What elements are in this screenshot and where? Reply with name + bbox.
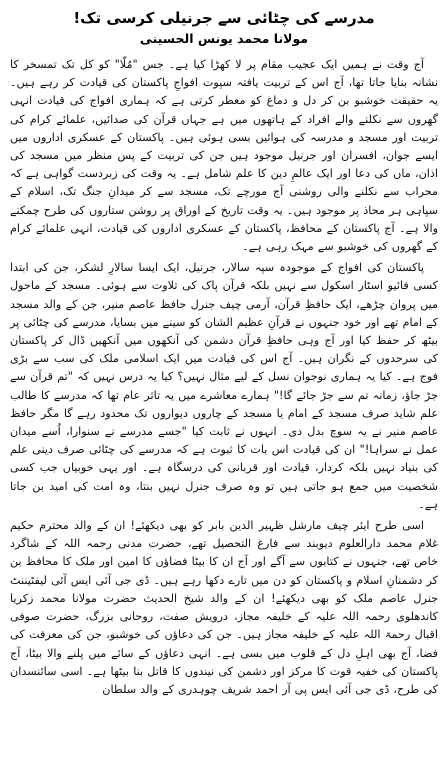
article-title: مدرسے کی چٹائی سے جرنیلی کرسی تک! — [73, 9, 375, 27]
article-paragraph: آج وقت نے ہمیں ایک عجیب مقام پر لا کھڑا کیا ہے۔ جس "مُلّا" کو کل تک تمسخر کا نشانہ بنایا جاتا تھا، آج اس کے تربیت یافتہ سپوت افواجِ پاکستان کی قیادت کر رہے ہیں۔ یہ حقیقت خوشبو بن کر دل و دماغ کو معطر کرتی ہے کہ ہماری افواج کی قیادت انہی گھروں سے نکلنے والے افراد کے ہاتھوں میں ہے جہاں قرآن کی صدائیں، علمائے کرام کی تربیت اور مسجد و مدرسہ کی ہوائیں بسی ہوئی ہیں۔ پاکستان کے عسکری اداروں میں ایسے جوان، افسران اور جرنیل موجود ہیں جن کی تربیت کے پس منظر میں مسجد کی اذان، ماں کی دعا اور ایک عالمِ دین کا علم شامل ہے۔ یہ وقت کی زبردست گواہی ہے کہ محراب سے نکلنے والی روشنی آج مورچے تک، مسجد سے کر میدانِ جنگ تک، اسلام کے سپاہی ہر محاذ پر موجود ہیں۔ یہ وقت تاریخ کے اوراق پر روشن ستاروں کی طرح چمکنے والا ہے۔ آج پاکستان کے محافظ، پاکستان کے عسکری اداروں کی قیادت، انہی علمائے کرام کے گھروں کی خوشبو سے مہک رہی ہے۔ — [10, 58, 438, 254]
article-paragraph: پاکستان کی افواج کے موجودہ سپہ سالار، جرنیل، ایک ایسا سالارِ لشکر، جن کی ابتدا کسی فائیو اسٹار اسکول سے نہیں بلکہ قرآن پاک کی تلاوت سے ہوئی۔ مسجد کے ماحول میں پروان چڑھے، ایک حافظِ قرآن، آرمی چیف جنرل حافظ عاصم منیر، جن کے والد مسجد کے امام تھے اور خود جنہوں نے قرآنِ عظیم الشان کو سینے میں بسایا، مدرسے کی چٹائی پر بیٹھ کر حفظ کیا اور آج وہی حافظِ قرآن دشمن کی آنکھوں میں آنکھیں ڈال کر پاکستان کی سرحدوں کے نگران ہیں۔ آج اس کی قیادت میں ایک اسلامی ملک کی سب سے بڑی فوج ہے۔ کیا یہ ہماری نوجوان نسل کے لیے مثال نہیں؟ کیا یہ درس نہیں کہ "تم قرآن سے جڑ جاؤ، زمانہ تم سے جڑ جائے گا!" ہمارے معاشرے میں یہ تاثر عام تھا کہ مدرسے کا طالب علم شاید صرف مسجد کے امام یا مسجد کے چاروں دیواروں تک محدود رہے گا مگر حافظ عاصم منیر نے یہ سوچ بدل دی۔ انہوں نے ثابت کیا "جسے مدرسے نے سنوارا، اُسے میدان عمل نے سراہا!" ان کی قیادت اس بات کا ثبوت ہے کہ مدرسے کی چٹائی صرف دینی علم کی بنیاد نہیں بلکہ کردار، قیادت اور قربانی کی درسگاہ ہے۔ اور یہی خوبیاں جب کسی شخصیت میں جمع ہو جاتی ہیں تو وہ صرف جنرل نہیں بنتا، وہ امت کی امید بن جاتا ہے۔ — [10, 261, 438, 511]
author-byline: مولانا محمد یونس الحسینی — [139, 31, 309, 46]
article-paragraph: اسی طرح ایئر چیف مارشل ظہیر الدین بابر کو بھی دیکھئے! ان کے والد محترم حکیم غلام محمد دارالعلوم دیوبند سے فارغ التحصیل تھے، حضرت مدنی رحمہ اللہ کے شاگرد خاص تھے، جنہوں نے کتابوں سے آگے اور آج ان کا بیٹا فضاؤں کا امین اور ملک کا محافظ بن کر دشمنانِ اسلام و پاکستان کو دن میں تارے دکھا رہے ہیں۔ ڈی جی آئی ایس آئی لیفٹیننٹ جنرل عاصم ملک کو بھی دیکھئے! ان کے والد شیخ الحدیث حضرت مولانا محمد زکریا کاندھلوی رحمہ اللہ علیہ کے خلیفہ مجاز، درویش صفت، روحانی بزرگ، حضرت صوفی اقبال رحمۃ اللہ علیہ کے خلیفہ مجاز ہیں۔ جن کی دعاؤں کی خوشبو، جن کی معرفت کی فضا، آج بھی اہلِ دل کے قلوب میں بسی ہے۔ انہی دعاؤں کے سائے میں پلنے والا بیٹا، آج پاکستان کی خفیہ قوت کا مرکز اور دشمن کی نیندوں کا قاتل بنا بیٹھا ہے۔ اسی سائنسدان کی طرح، ڈی جی آئی ایس پی آر احمد شریف چوہدری کے والد سلطان — [10, 519, 438, 696]
